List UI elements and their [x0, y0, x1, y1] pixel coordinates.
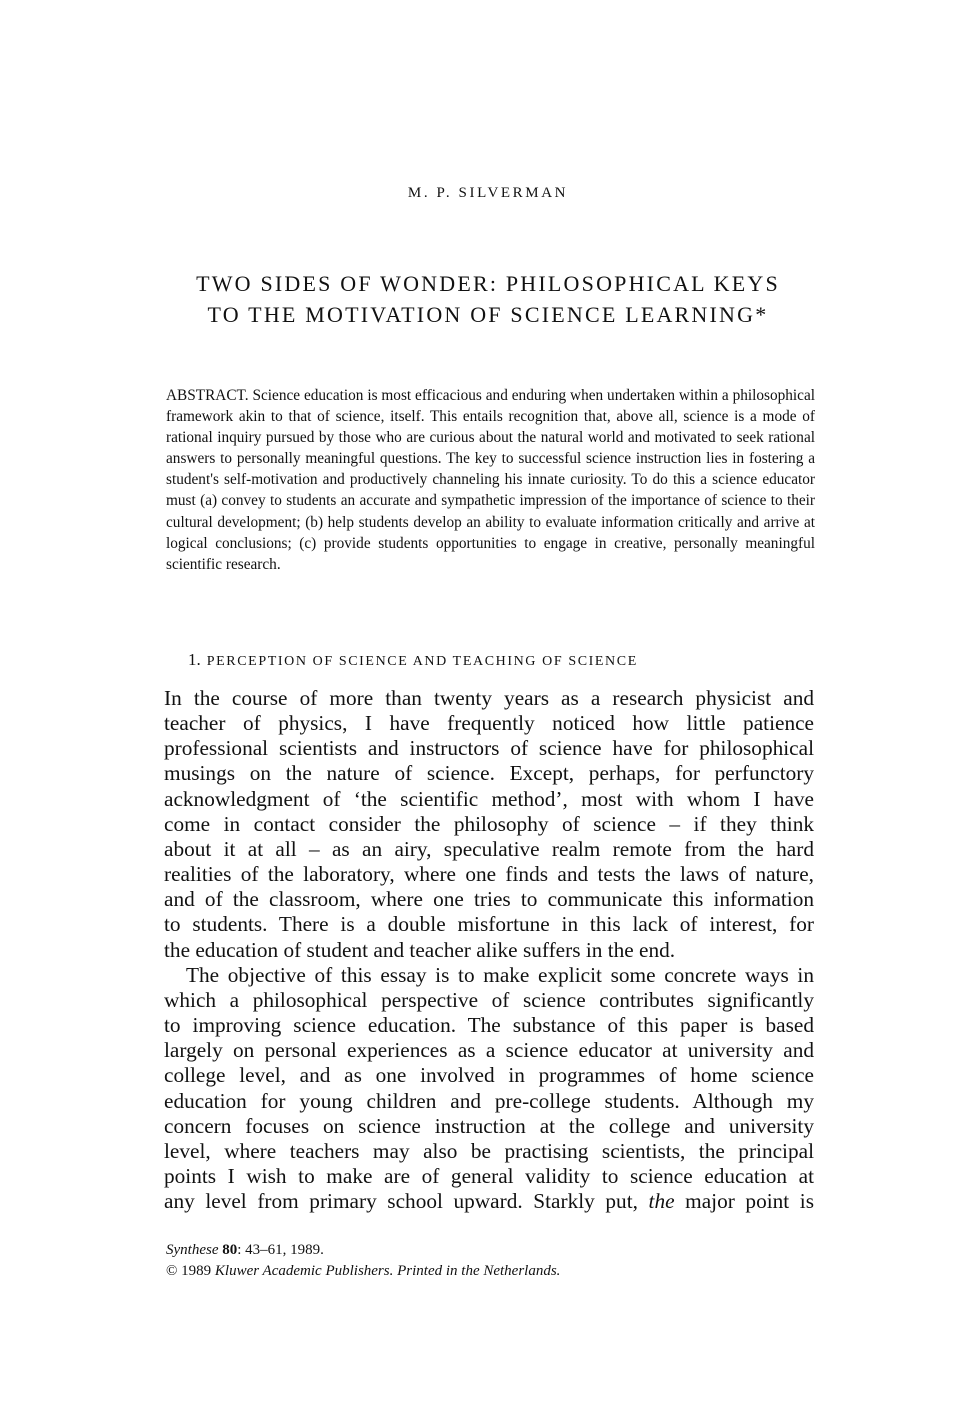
text-line: In the course of more than twenty years as a research physicist and	[164, 686, 814, 710]
text-line: realities of the laboratory, where one finds and tests the laws of nature,	[164, 862, 814, 887]
text-line: largely on personal experiences as a science educator at university and	[164, 1038, 814, 1063]
text-line: to improving science education. The substance of this paper is based	[164, 1013, 814, 1038]
paragraph-2	[164, 963, 814, 1215]
abstract	[166, 385, 815, 575]
author-name: M. P. SILVERMAN	[407, 185, 569, 201]
text-line: the education of student and teacher alike suffers in the end.	[164, 937, 676, 962]
text-line: education for young children and pre-college students. Although my	[164, 1088, 814, 1113]
text-line: level, where teachers may also be practising scientists, the principal	[164, 1138, 814, 1163]
text-segment: major point is	[685, 1189, 814, 1214]
text-line: teacher of physics, I have frequently noticed how little patience	[164, 711, 814, 736]
text-line: college level, and as one involved in programmes of home science	[164, 1063, 814, 1088]
journal-pages: : 43–61, 1989.	[237, 1242, 324, 1258]
emphasis-text: the	[648, 1189, 675, 1214]
copyright-symbol: ©	[166, 1263, 178, 1279]
text-line: concern focuses on science instruction at the college and university	[164, 1113, 814, 1138]
body-text	[164, 686, 814, 1214]
title-line-1: TWO SIDES OF WONDER: PHILOSOPHICAL KEYS	[196, 271, 780, 296]
text-line: professional scientists and instructors of science have for philosophical	[164, 736, 814, 761]
citation-footer	[166, 1240, 560, 1282]
publisher-info: Kluwer Academic Publishers. Printed in the Netherlands.	[214, 1263, 561, 1279]
text-line	[164, 1189, 814, 1214]
text-line: acknowledgment of ‘the scientific method’, most with whom I have	[164, 786, 814, 811]
title-line-2: TO THE MOTIVATION OF SCIENCE LEARNING*	[207, 302, 769, 327]
text-line: come in contact consider the philosophy of science – if they think	[164, 811, 814, 836]
journal-name: Synthese	[166, 1242, 219, 1258]
text-line: musings on the nature of science. Except, perhaps, for perfunctory	[164, 761, 814, 786]
abstract-label: ABSTRACT.	[166, 387, 249, 404]
copyright-line	[166, 1261, 560, 1282]
section-heading-text: PERCEPTION OF SCIENCE AND TEACHING OF SCIENCE	[206, 654, 638, 669]
text-line: The objective of this essay is to make explicit some concrete ways in	[186, 962, 814, 987]
text-line: about it at all – as an airy, speculative realm remote from the hard	[164, 836, 814, 861]
text-segment: any level from primary school upward. Starkly put,	[164, 1189, 638, 1214]
paper-title	[0, 268, 976, 330]
paragraph-1	[164, 686, 814, 963]
copyright-year: 1989	[181, 1263, 212, 1279]
text-line: to students. There is a double misfortune in this lack of interest, for	[164, 912, 814, 937]
section-heading	[188, 650, 638, 670]
text-line: which a philosophical perspective of science contributes significantly	[164, 987, 814, 1012]
section-number: 1.	[188, 650, 201, 669]
abstract-text: Science education is most efficacious and enduring when undertaken within a philosophical framework akin to that of science, itself. This entails recognition that, above all, science is a mode of rational inquiry pursued by those who are curious about the natural world and motivated to seek rational answers to personally meaningful questions. The key to successful science instruction lies in fostering a student's self-motivation and productively channeling his innate curiosity. To do this a science educator must (a) convey to students an accurate and sympathetic impression of the importance of science to their cultural development; (b) help students develop an ability to evaluate information critically and arrive at logical conclusions; (c) provide students opportunities to engage in creative, personally meaningful scientific research.	[166, 387, 815, 573]
text-line: points I wish to make are of general validity to science education at	[164, 1163, 814, 1188]
journal-volume: 80	[222, 1242, 238, 1258]
text-line: and of the classroom, where one tries to communicate this information	[164, 887, 814, 912]
citation-line	[166, 1240, 560, 1261]
